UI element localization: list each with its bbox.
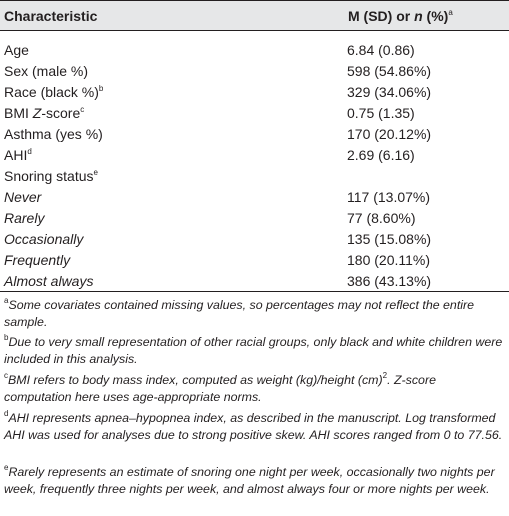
row-value: 329 (34.06%): [347, 84, 432, 100]
table-row: [0, 250, 509, 270]
footnote-text: BMI refers to body mass index, computed as weight (kg)/height (cm): [8, 373, 383, 387]
footnote-text: Some covariates contained missing values, so percentages may not reflect the entire sample.: [4, 298, 475, 329]
header-value-suffix: (%): [422, 8, 449, 24]
table-row: [0, 271, 509, 291]
footnote-e: [4, 464, 504, 498]
table-row: [0, 124, 509, 144]
footnote-b: [4, 334, 504, 368]
footnote-text-rest: . Z-score computation here uses age-appropriate norms.: [4, 373, 436, 404]
row-value: 2.69 (6.16): [347, 147, 415, 163]
row-sup: b: [98, 84, 104, 93]
row-label: [4, 103, 84, 123]
footnote-marker: c: [4, 371, 8, 380]
row-label: Rarely: [4, 210, 45, 226]
table-bottom-rule: [0, 291, 509, 292]
header-value: [348, 8, 453, 24]
row-label: [4, 82, 103, 102]
row-label: Never: [4, 189, 42, 205]
row-label-text: AHI: [4, 147, 28, 163]
footnote-marker: e: [4, 463, 9, 472]
table-row: [0, 145, 509, 165]
footnote-marker: d: [4, 409, 9, 418]
row-label: Age: [4, 42, 29, 58]
row-value: 598 (54.86%): [347, 63, 432, 79]
footnote-a: [4, 297, 504, 331]
table-row: [0, 166, 509, 186]
row-label-text: Race (black %): [4, 84, 99, 100]
header-characteristic: Characteristic: [4, 8, 98, 24]
header-value-prefix: M (SD) or: [348, 8, 415, 24]
header-sup: a: [448, 8, 453, 17]
row-label: [4, 166, 98, 186]
row-value: 180 (20.11%): [347, 252, 431, 268]
footnote-marker: a: [4, 296, 9, 305]
row-label: Asthma (yes %): [4, 126, 103, 142]
header-value-n: n: [414, 8, 423, 24]
row-value: 117 (13.07%): [347, 189, 431, 205]
row-label: Almost always: [4, 273, 94, 289]
table-row: [0, 103, 509, 123]
row-sup: c: [80, 105, 85, 114]
row-label: Sex (male %): [4, 63, 89, 79]
footnote-text: Due to very small representation of other racial groups, only black and white children were included in this analysis.: [4, 335, 503, 366]
footnote-text: Rarely represents an estimate of snoring one night per week, occasionally two nights per week, frequently three nights per week, and almost always four or more nights per week.: [4, 465, 495, 496]
row-label-italic: Z: [32, 105, 42, 121]
table-row: [0, 187, 509, 207]
row-label: [4, 145, 32, 165]
row-sup: e: [93, 168, 98, 177]
table-header: [0, 0, 509, 31]
table-row: [0, 82, 509, 102]
footnote-marker: b: [4, 333, 9, 342]
row-label-text: Snoring status: [4, 168, 94, 184]
table-row: [0, 40, 509, 60]
row-value: 0.75 (1.35): [347, 105, 415, 121]
row-label-text: BMI: [4, 105, 33, 121]
row-value: 77 (8.60%): [347, 210, 416, 226]
row-label: Frequently: [4, 252, 71, 268]
footnote-d: [4, 410, 504, 444]
table-row: [0, 61, 509, 81]
row-value: 386 (43.13%): [347, 273, 432, 289]
table-row: [0, 229, 509, 249]
footnote-exponent: 2: [382, 371, 388, 380]
table-row: [0, 208, 509, 228]
row-label-rest: -score: [41, 105, 81, 121]
row-value: 135 (15.08%): [347, 231, 432, 247]
row-value: 6.84 (0.86): [347, 42, 415, 58]
row-sup: d: [27, 147, 32, 156]
footnote-text: AHI represents apnea–hypopnea index, as described in the manuscript. Log transformed AHI was used for analyses due to strong positive skew. AHI scores ranged from 0 to 77.56.: [4, 411, 503, 442]
footnote-c: [4, 372, 504, 406]
row-value: 170 (20.12%): [347, 126, 432, 142]
row-label: Occasionally: [4, 231, 84, 247]
